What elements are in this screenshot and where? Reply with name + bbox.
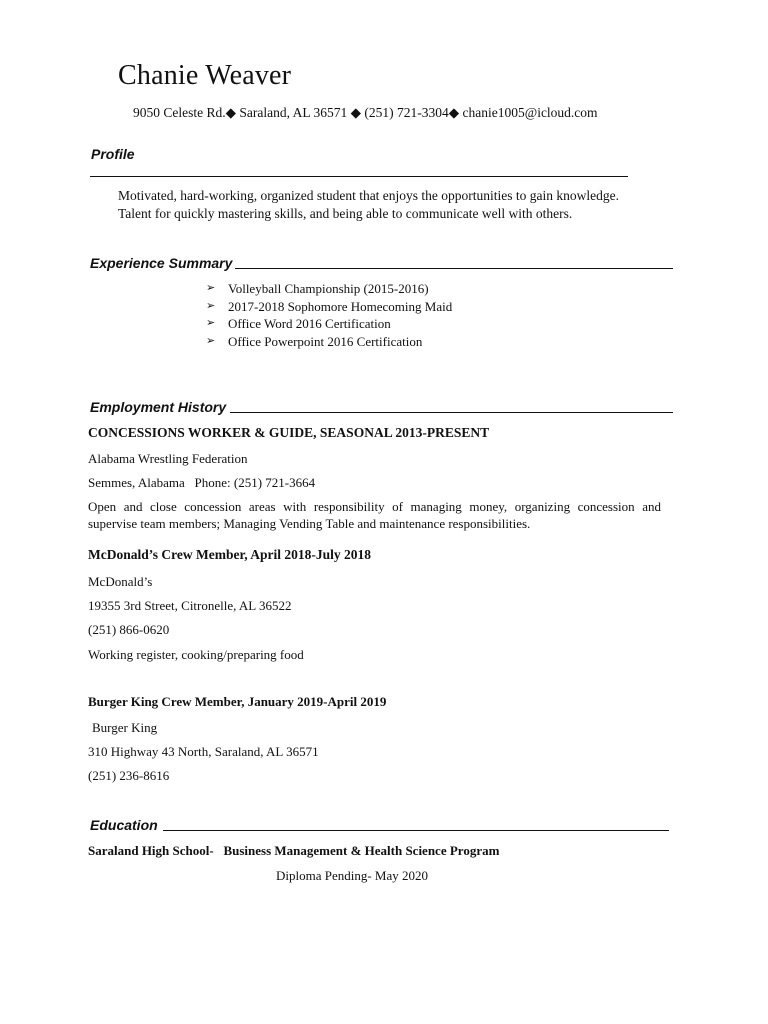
experience-heading: Experience Summary [90,255,233,271]
list-item: ➢ Office Powerpoint 2016 Certification [206,333,423,349]
job-location-phone: Semmes, Alabama Phone: (251) 721-3664 [88,475,316,490]
experience-list [206,280,452,350]
arrow-bullet-icon: ➢ [206,317,216,329]
contact-city: Saraland, AL 36571 [239,105,348,120]
diamond-icon: ◆ [448,105,460,120]
job-address: 310 Highway 43 North, Saraland, AL 36571 [88,744,319,759]
education-status: Diploma Pending- May 2020 [276,868,429,883]
arrow-bullet-icon: ➢ [206,334,216,347]
list-item: ➢ 2017-2018 Sophomore Homecoming Maid [206,298,453,314]
employment-heading: Employment History [90,399,227,415]
job-address: 19355 3rd Street, Citronelle, AL 36522 [88,598,292,613]
list-item: ➢ Volleyball Championship (2015-2016) [206,281,429,296]
education-heading: Education [90,817,158,833]
employment-divider [230,412,673,413]
diamond-icon: ◆ [225,105,237,120]
profile-heading: Profile [91,146,135,162]
contact-line [133,105,598,121]
arrow-bullet-icon: ➢ [206,282,216,294]
job-employer: McDonald’s [88,574,153,589]
job-phone: (251) 866-0620 [88,622,170,637]
job-description: Open and close concession areas with responsibility of managing money, organizing concession and supervise team members; Managing Vending Table and maintenance responsibilities. [88,499,661,531]
job-title: CONCESSIONS WORKER & GUIDE, SEASONAL 2013-PRESENT [88,425,490,440]
education-divider [163,830,669,831]
profile-line-2: Talent for quickly mastering skills, and being able to communicate well with others. [118,206,573,221]
profile-line-1: Motivated, hard-working, organized student that enjoys the opportunities to gain knowledge. [118,188,620,203]
contact-phone: (251) 721-3304 [364,105,449,120]
job-title: Burger King Crew Member, January 2019-April 2019 [88,694,387,709]
candidate-name: Chanie Weaver [118,60,292,91]
profile-divider [90,176,628,177]
diamond-icon: ◆ [350,105,362,120]
list-item: ➢ Office Word 2016 Certification [206,316,391,331]
arrow-bullet-icon: ➢ [206,299,216,312]
experience-divider [235,268,673,269]
contact-address: 9050 Celeste Rd. [133,105,226,120]
job-title: McDonald’s Crew Member, April 2018-July 2018 [88,547,371,562]
education-school: Saraland High School- Business Management & Health Science Program [88,843,500,858]
job-description: Working register, cooking/preparing food [88,647,304,662]
job-employer: Burger King [92,720,158,735]
job-employer: Alabama Wrestling Federation [88,451,248,466]
contact-email: chanie1005@icloud.com [462,105,598,120]
job-phone: (251) 236-8616 [88,768,170,783]
